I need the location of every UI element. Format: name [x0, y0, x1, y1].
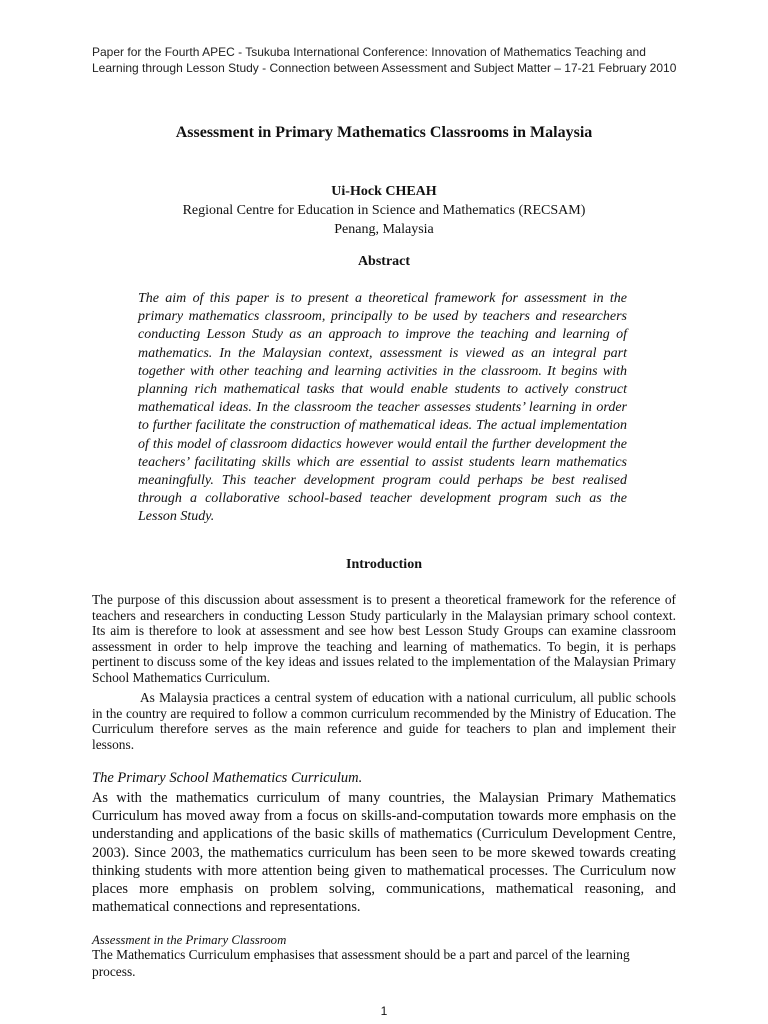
author-affiliation: Regional Centre for Education in Science and Mathematics (RECSAM) [182, 203, 586, 218]
introduction-heading: Introduction [346, 557, 422, 572]
author-location: Penang, Malaysia [334, 222, 434, 237]
introduction-paragraph-2: As Malaysia practices a central system of education with a national curriculum, all public schools in the country are required to follow a common curriculum recommended by the Ministry of Education. The Curriculum therefore serves as the main reference and guide for teachers to plan and implement their lessons. [92, 690, 676, 752]
curriculum-section-heading: The Primary School Mathematics Curriculum. [92, 770, 363, 786]
running-header [92, 44, 712, 76]
author-name: Ui-Hock CHEAH [331, 184, 437, 199]
assessment-section-text: The Mathematics Curriculum emphasises that assessment should be a part and parcel of the learning process. [92, 947, 630, 979]
abstract-text: The aim of this paper is to present a theoretical framework for assessment in the primary mathematics classroom, principally to be used by teachers and researchers conducting Lesson Study as an approach to improve the teaching and learning of mathematics. In the Malaysian context, assessment is viewed as an integral part together with other teaching and learning activities in the classroom. It begins with planning rich mathematical tasks that would enable students to actively construct mathematical ideas. In the classroom the teacher assesses students’ learning in order to further facilitate the construction of mathematical ideas. The actual implementation of this model of classroom didactics however would entail the further development the teachers’ facilitating skills which are essential to assist students learn mathematics meaningfully. This teacher development program could perhaps be best realised through a collaborative school-based teacher development program such as the Lesson Study. [138, 291, 627, 525]
page-number: 1 [380, 1004, 388, 1018]
curriculum-section-text: As with the mathematics curriculum of many countries, the Malaysian Primary Mathematics Curriculum has moved away from a focus on skills-and-computation towards more emphasis on the understanding and applications of the basic skills of mathematics (Curriculum Development Centre, 2003). Since 2003, the mathematics curriculum has been seen to be more skewed towards creating thinking students with more attention being given to mathematical processes. The Curriculum now places more emphasis on problem solving, communications, mathematical reasoning, and mathematical connections and representations. [92, 790, 676, 916]
introduction-paragraph-1: The purpose of this discussion about assessment is to present a theoretical framework for the reference of teachers and researchers in conducting Lesson Study particularly in the Malaysian primary school context. Its aim is therefore to look at assessment and see how best Lesson Study Groups can examine classroom assessment in order to help improve the teaching and learning of mathematics. To begin, it is perhaps pertinent to discuss some of the key ideas and issues related to the implementation of the Malaysian Primary School Mathematics Curriculum. [92, 592, 676, 685]
header-line-1: Paper for the Fourth APEC - Tsukuba International Conference: Innovation of Mathematics Teaching and [92, 45, 646, 59]
assessment-section-heading: Assessment in the Primary Classroom [92, 933, 287, 947]
abstract-heading: Abstract [357, 254, 411, 269]
paper-title: Assessment in Primary Mathematics Classrooms in Malaysia [175, 124, 593, 141]
header-line-2: Learning through Lesson Study - Connection between Assessment and Subject Matter – 17-21 February 2010 [92, 61, 677, 75]
author-block [0, 182, 768, 239]
